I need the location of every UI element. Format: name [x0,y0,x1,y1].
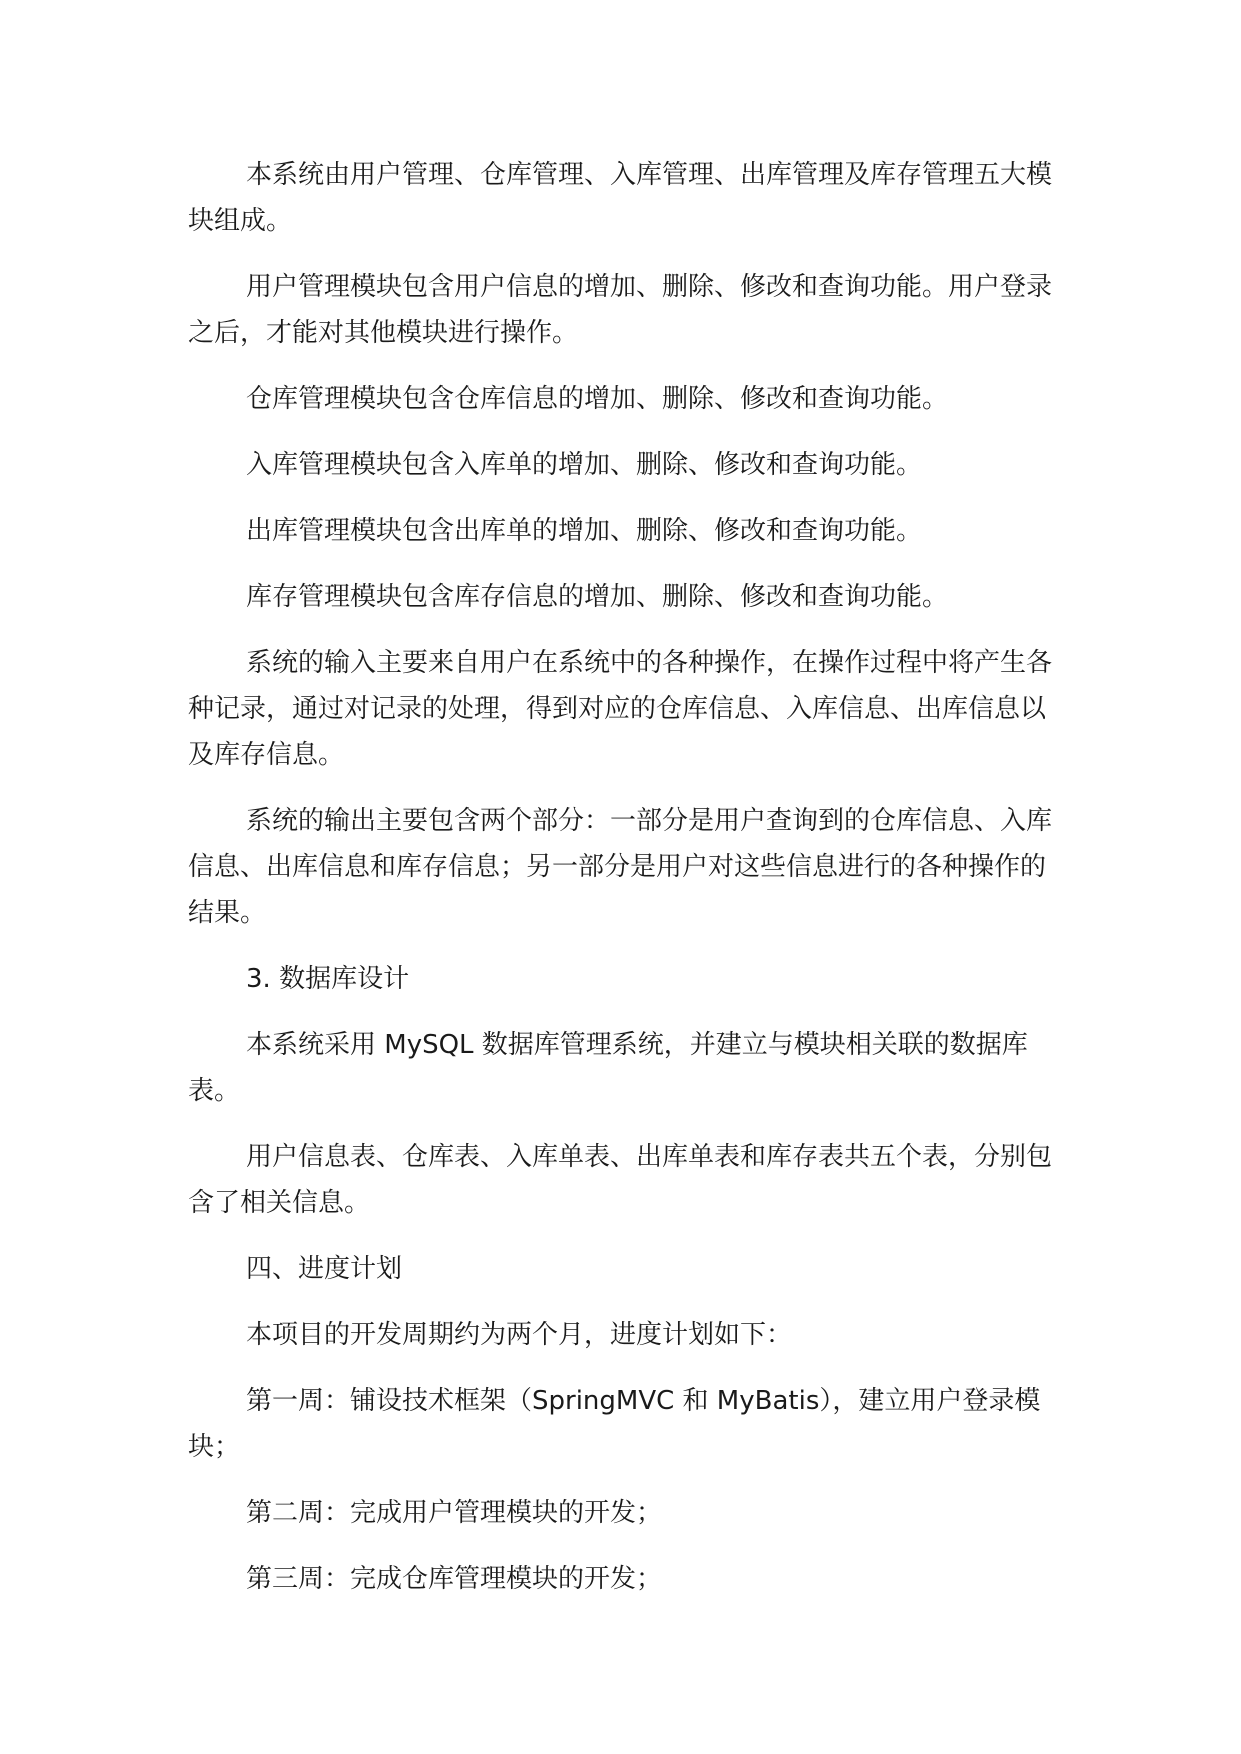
paragraph-system-output: 系统的输出主要包含两个部分：一部分是用户查询到的仓库信息、入库信息、出库信息和库存信息；另一部分是用户对这些信息进行的各种操作的结果。 [188,806,1053,928]
paragraph-week-1: 第一周：铺设技术框架（SpringMVC 和 MyBatis），建立用户登录模块； [188,1386,1041,1462]
paragraph-system-input: 系统的输入主要来自用户在系统中的各种操作，在操作过程中将产生各种记录，通过对记录的处理，得到对应的仓库信息、入库信息、出库信息以及库存信息。 [188,648,1053,770]
heading-schedule: 四、进度计划 [246,1254,403,1284]
paragraph-database-system: 本系统采用 MySQL 数据库管理系统，并建立与模块相关联的数据库表。 [188,1030,1028,1106]
paragraph-inventory-management: 库存管理模块包含库存信息的增加、删除、修改和查询功能。 [246,582,949,612]
paragraph-week-2: 第二周：完成用户管理模块的开发； [246,1498,663,1528]
paragraph-schedule-intro: 本项目的开发周期约为两个月，进度计划如下： [246,1320,793,1350]
paragraph-user-management: 用户管理模块包含用户信息的增加、删除、修改和查询功能。用户登录之后，才能对其他模块进行操作。 [188,272,1053,348]
paragraph-warehouse-management: 仓库管理模块包含仓库信息的增加、删除、修改和查询功能。 [246,384,949,414]
paragraph-week-3: 第三周：完成仓库管理模块的开发； [246,1564,663,1594]
document-body [188,152,1058,1622]
paragraph-module-overview: 本系统由用户管理、仓库管理、入库管理、出库管理及库存管理五大模块组成。 [188,160,1053,236]
heading-database-design: 3. 数据库设计 [246,964,410,994]
paragraph-outbound-management: 出库管理模块包含出库单的增加、删除、修改和查询功能。 [246,516,923,546]
paragraph-database-tables: 用户信息表、仓库表、入库单表、出库单表和库存表共五个表，分别包含了相关信息。 [188,1142,1053,1218]
paragraph-inbound-management: 入库管理模块包含入库单的增加、删除、修改和查询功能。 [246,450,923,480]
